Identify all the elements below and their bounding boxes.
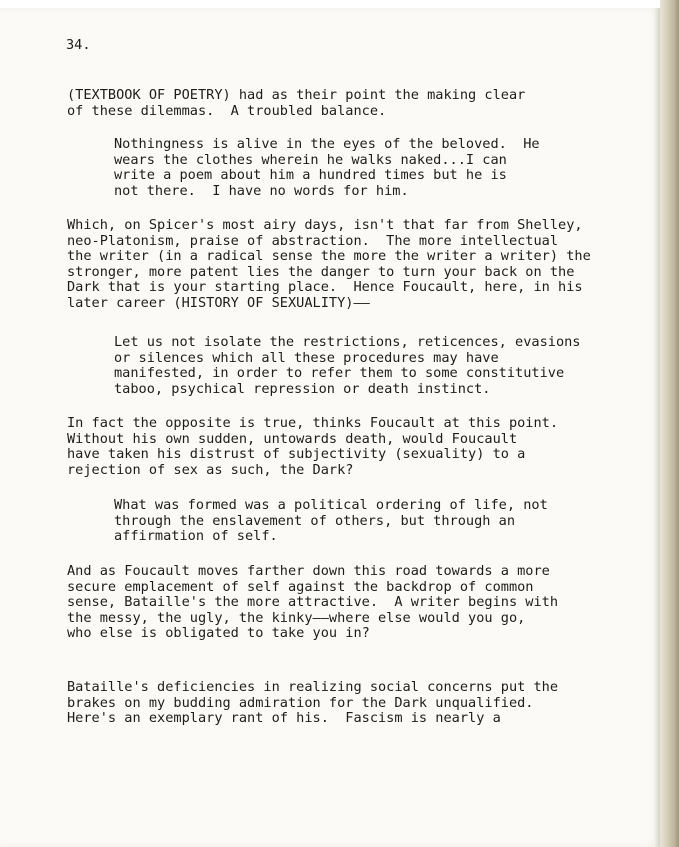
book-spine — [660, 0, 679, 847]
text-line: manifested, in order to refer them to some constitutive — [114, 365, 565, 382]
text-line: of these dilemmas. A troubled balance. — [67, 102, 387, 119]
text-line: neo-Platonism, praise of abstraction. The more intellectual — [67, 232, 559, 249]
page-number: 34. — [66, 37, 91, 53]
paragraph-4 — [67, 564, 558, 642]
text-line: write a poem about him a hundred times but he is — [114, 167, 507, 184]
text-line: What was formed was a political ordering of life, not — [114, 497, 548, 513]
text-line: Bataille's deficiencies in realizing social concerns put the — [67, 679, 559, 695]
text-line: or silences which all these procedures may have — [114, 349, 499, 366]
text-line: not there. I have no words for him. — [114, 182, 409, 199]
paragraph-1 — [67, 88, 525, 119]
text-line: Here's an exemplary rant of his. Fascism is nearly a — [67, 710, 501, 727]
text-line: And as Foucault moves farther down this road towards a more — [67, 563, 550, 579]
text-line: brakes on my budding admiration for the Dark unqualified. — [67, 694, 534, 711]
text-line: affirmation of self. — [114, 528, 278, 545]
text-line: Which, on Spicer's most airy days, isn't that far from Shelley, — [67, 217, 583, 233]
text-line: (TEXTBOOK OF POETRY) had as their point the making clear — [67, 87, 526, 103]
paragraph-5 — [67, 680, 558, 727]
text-line: wears the clothes wherein he walks naked...I can — [114, 151, 507, 168]
text-line: later career (HISTORY OF SEXUALITY)—— — [67, 294, 370, 311]
text-line: have taken his distrust of subjectivity (sexuality) to a — [67, 446, 526, 463]
paragraph-3 — [67, 416, 558, 478]
text-line: the messy, the ugly, the kinky——where else would you go, — [67, 609, 526, 626]
text-line: the writer (in a radical sense the more the writer a writer) the — [67, 248, 591, 265]
paragraph-2 — [67, 218, 591, 312]
text-line: Without his own sudden, untowards death, would Foucault — [67, 430, 518, 447]
block-quote-3 — [114, 498, 548, 545]
text-line: sense, Bataille's the more attractive. A writer begins with — [67, 594, 559, 611]
text-line: who else is obligated to take you in? — [67, 625, 370, 642]
text-line: through the enslavement of others, but through an — [114, 512, 516, 529]
text-line: In fact the opposite is true, thinks Foucault at this point. — [67, 415, 559, 431]
text-line: Nothingness is alive in the eyes of the beloved. He — [114, 136, 540, 152]
text-line: secure emplacement of self against the backdrop of common — [67, 578, 534, 595]
block-quote-1 — [114, 137, 540, 199]
text-line: rejection of sex as such, the Dark? — [67, 461, 354, 478]
text-line: Dark that is your starting place. Hence Foucault, here, in his — [67, 279, 583, 296]
text-line: Let us not isolate the restrictions, reticences, evasions — [114, 334, 581, 350]
block-quote-2 — [114, 335, 581, 397]
text-line: taboo, psychical repression or death instinct. — [114, 380, 491, 397]
text-line: stronger, more patent lies the danger to turn your back on the — [67, 263, 575, 280]
